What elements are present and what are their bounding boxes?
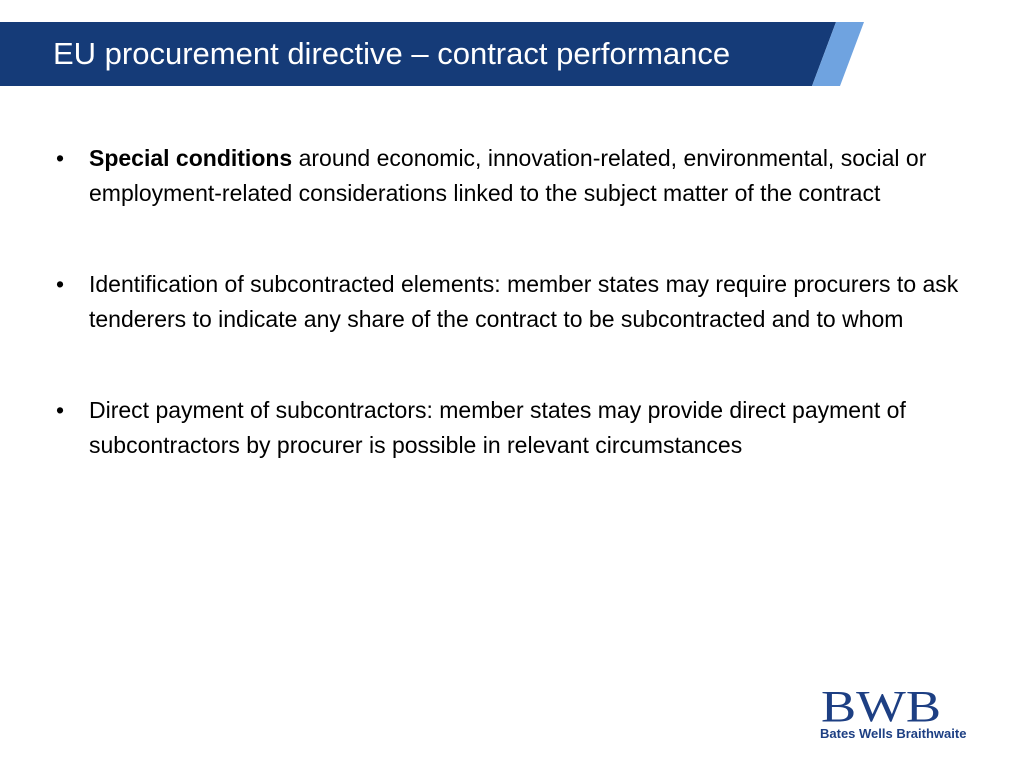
bullet-marker: • bbox=[56, 271, 65, 297]
bullet-marker: • bbox=[56, 145, 65, 171]
bullet-bold-lead: Special conditions bbox=[89, 145, 293, 171]
bullet-text: Identification of subcontracted elements: member states may require procurers to ask tenderers to indicate any share of the contract to be subcontracted and to whom bbox=[89, 271, 959, 332]
logo-company-name: Bates Wells Braithwaite bbox=[820, 726, 967, 741]
bullet-text: Direct payment of subcontractors: member states may provide direct payment of subcontractors by procurer is possible in relevant circumstances bbox=[89, 397, 906, 458]
bwb-logo-mark bbox=[820, 684, 942, 726]
logo-mark-text: BWB bbox=[821, 684, 941, 726]
bullet-item-subcontracted-elements bbox=[56, 267, 966, 337]
bwb-logo bbox=[818, 684, 1000, 744]
bullet-marker: • bbox=[56, 397, 65, 423]
bullet-item-special-conditions bbox=[56, 141, 966, 211]
slide-title: EU procurement directive – contract performance bbox=[53, 36, 731, 71]
bullet-item-direct-payment bbox=[56, 393, 966, 463]
bullet-list bbox=[56, 141, 966, 463]
bullet-text: around economic, innovation-related, environmental, social or employment-related considerations linked to the subject matter of the contract bbox=[89, 145, 927, 206]
